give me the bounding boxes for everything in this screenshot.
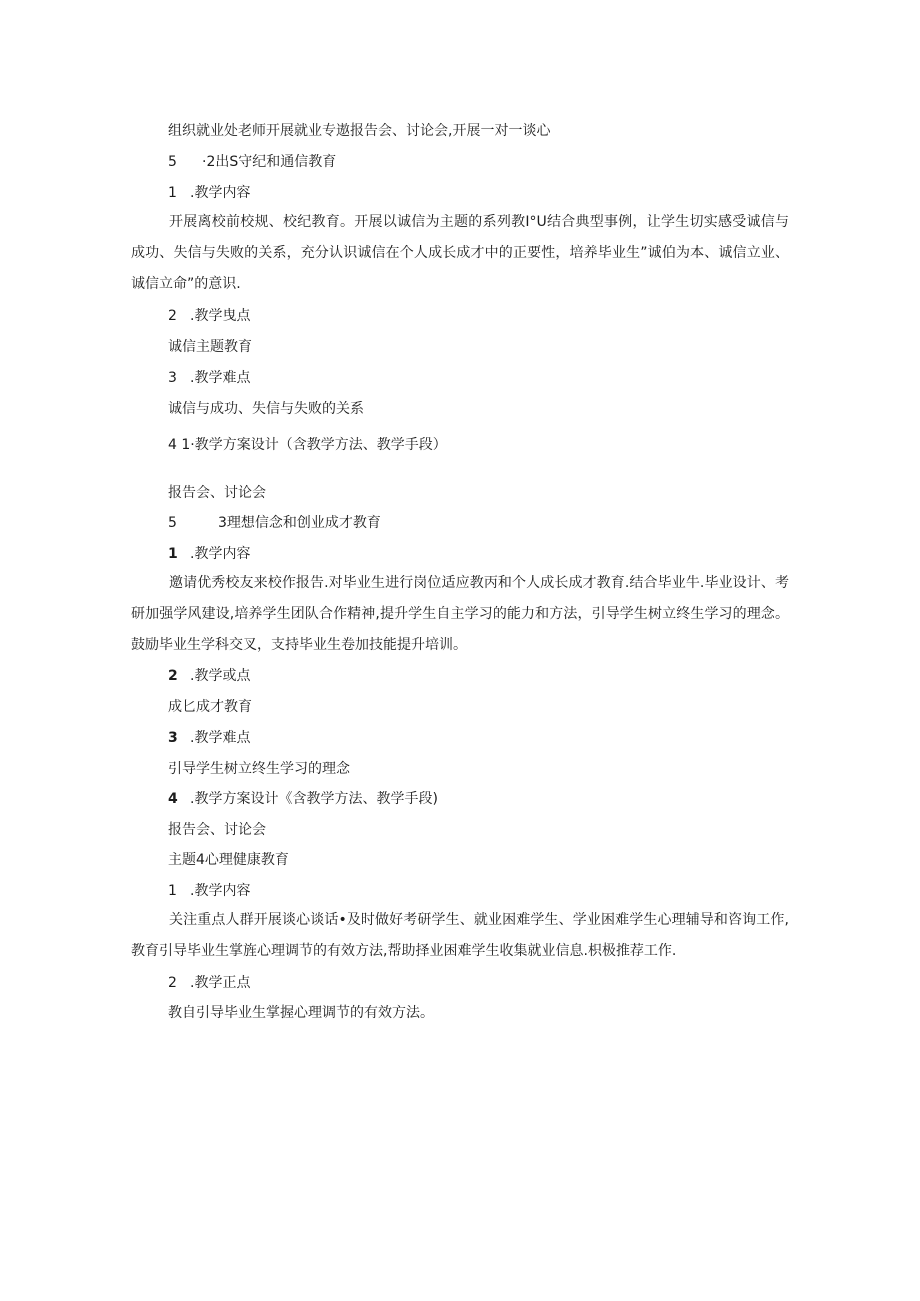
subheading-content [168,545,250,563]
text-line: 引导学生树立终生学习的理念 [168,761,350,777]
paragraph-integrity-content: 开展离校前校规、校纪教育。开展以诚信为主题的系列教I°U结合典型事例，让学生切实感受诚信与成功、失信与失败的关系，充分认识诚信在个人成长成才中的正要性，培养毕业生”诚伯为本、诚信立业、诚信立命”的意识. [131,214,789,292]
item-number: 2 [168,308,177,324]
item-title: .教学正点 [190,975,251,991]
item-number: 4 [168,791,178,807]
subheading-teaching-plan: 4 1·教学方案设计（含教学方法、教学手段） [168,437,447,453]
subheading-teaching-plan [168,790,438,808]
item-title: .教学方案设计《含教学方法、教学手段) [190,791,438,807]
paragraph-mental-health-content: 关注重点人群开展谈心谈话•及时做好考研学生、就业困难学生、学业困难学生心理辅导和咨询工作,教育引导毕业生掌旌心理调节的有效方法,帮助择业困难学生收集就业信息.枳极推荐工作. [131,912,789,959]
section-heading-integrity [168,153,336,171]
item-title: .教学难点 [190,370,251,386]
item-title: .教学曳点 [190,308,251,324]
text-line: 诚信与成功、失信与失败的关系 [168,401,364,417]
item-number: 2 [168,668,178,684]
item-title: .教学或点 [190,668,251,684]
section-number: 5 [168,515,177,531]
text-line: 报告会、讨论会 [168,485,266,501]
subheading-key-points [168,307,250,325]
item-number: 3 [168,730,178,746]
subheading-key-points [168,974,250,992]
text-line: 报告会、讨论会 [168,822,266,838]
subheading-content [168,882,250,900]
paragraph-ideals-content: 邀请优秀校友来校作报告.对毕业生进行岗位适应教丙和个人成长成才教育.结合毕业牛.毕业设计、考研加强学风建设,培养学生团队合作精神,提升学生自主学习的能力和方法，引导学生树立终生学习的理念。鼓励毕业生学科交叉，支持毕业生卷加技能提升培训。 [131,575,789,653]
subheading-difficulties [168,369,250,387]
item-number: 1 [168,546,178,562]
text-line: 诚信主题教育 [168,339,252,355]
subheading-difficulties [168,729,250,747]
item-title: .教学难点 [190,730,251,746]
section-title: ·2出S守纪和通信教育 [202,154,337,170]
item-title: .教学内容 [190,883,251,899]
item-number: 1 [168,185,177,201]
section-heading-ideals [168,514,381,532]
item-title: .教学内容 [190,185,251,201]
text-line-guidance: 组织就业处老师开展就业专遨报告会、讨论会,开展一对一谈心 [168,123,551,139]
section-title: 3理想信念和创业成才教育 [218,515,381,531]
item-title: .教学内容 [190,546,251,562]
subheading-key-points [168,667,250,685]
section-number: 5 [168,154,177,170]
subheading-content [168,184,250,202]
item-number: 2 [168,975,177,991]
theme-heading-mental-health: 主题4心理健康教育 [168,852,289,868]
item-number: 1 [168,883,177,899]
text-line: 成匕成才教育 [168,699,252,715]
item-number: 3 [168,370,177,386]
text-line: 教自引导毕业生掌握心理调节的有效方法。 [168,1005,434,1021]
